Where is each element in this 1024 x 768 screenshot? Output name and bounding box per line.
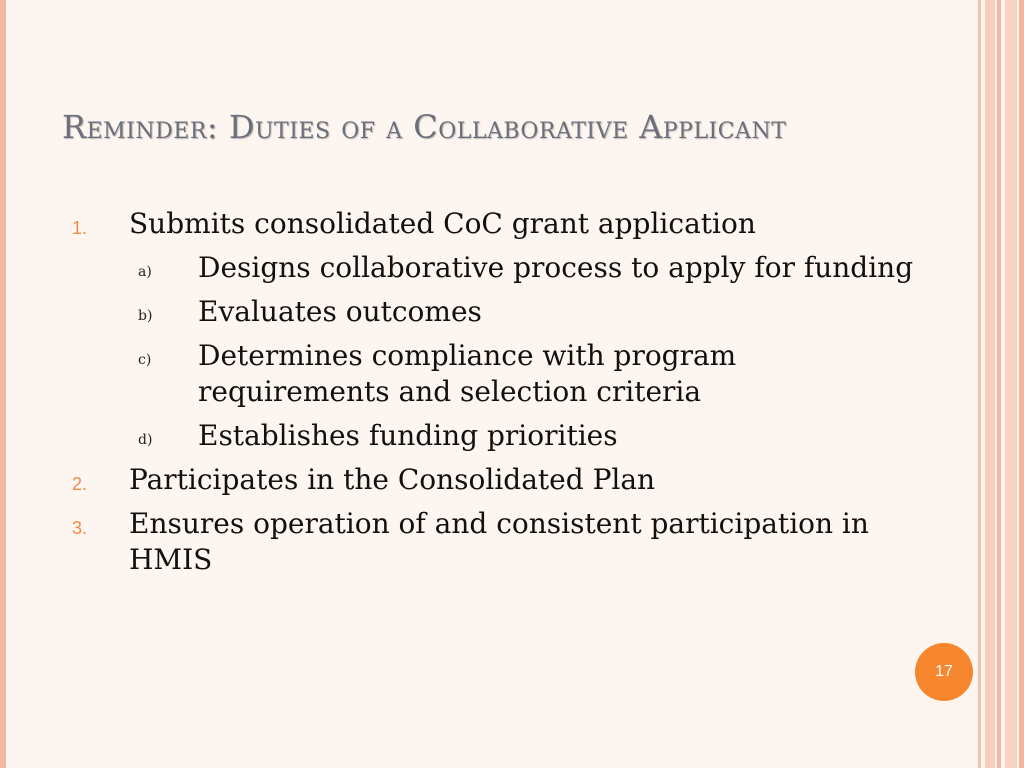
frame-stripe: [978, 0, 981, 768]
frame-stripe: [1005, 0, 1017, 768]
sub-marker: d): [138, 432, 153, 448]
left-frame-stripe: [0, 0, 6, 768]
sub-item-text: Designs collaborative process to apply for funding: [198, 251, 914, 284]
list-marker: 3.: [72, 518, 88, 538]
list-item-1: [72, 206, 932, 242]
page-number: 17: [935, 663, 953, 680]
sub-marker: c): [138, 352, 152, 368]
sub-item-text: Evaluates outcomes: [198, 295, 482, 328]
sub-item-d: [72, 418, 932, 454]
list-marker: 2.: [72, 474, 88, 494]
list-item-text: Submits consolidated CoC grant application: [129, 207, 756, 240]
sub-item-text: Establishes funding priorities: [198, 419, 618, 452]
frame-stripe: [997, 0, 1001, 768]
sub-item-text: Determines compliance with program requirements and selection criteria: [198, 339, 737, 408]
right-frame-stripes: [978, 0, 1024, 768]
sub-item-a: [72, 250, 932, 286]
list-item-2: [72, 462, 932, 498]
sub-item-b: [72, 294, 932, 330]
sub-marker: a): [138, 264, 152, 280]
list-item-text: Ensures operation of and consistent participation in HMIS: [129, 507, 869, 576]
sub-item-c: [72, 338, 932, 410]
list-marker: 1.: [72, 218, 88, 238]
list-item-3: [72, 506, 932, 578]
frame-stripe: [985, 0, 995, 768]
slide-title: Reminder: Duties of a Collaborative Applicant: [62, 108, 787, 146]
page-number-badge: [915, 643, 973, 701]
sub-marker: b): [138, 308, 153, 324]
frame-stripe: [1019, 0, 1024, 768]
bullet-list: [72, 206, 932, 586]
list-item-text: Participates in the Consolidated Plan: [129, 463, 656, 496]
